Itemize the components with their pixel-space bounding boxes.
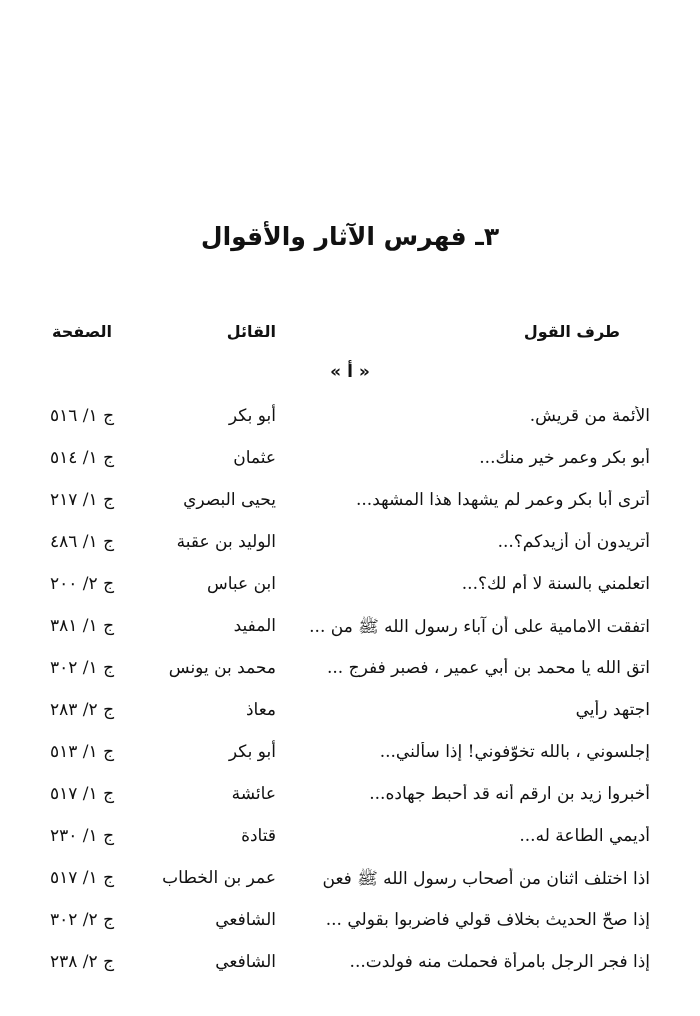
row-page-ref: ج ١/ ٤٨٦ (50, 532, 115, 552)
index-rows (0, 400, 700, 988)
row-page-ref: ج ١/ ٥١٤ (50, 448, 115, 468)
index-row (0, 568, 700, 610)
row-quote: إذا فجر الرجل بامرأة فحملت منه فولدت... (349, 952, 650, 972)
row-speaker: المفيد (233, 616, 276, 636)
row-quote: اتعلمني بالسنة لا أُم لك؟... (461, 574, 650, 594)
index-row (0, 862, 700, 904)
row-quote: أديمي الطاعة له... (519, 826, 650, 846)
row-speaker: عمر بن الخطاب (162, 868, 276, 888)
row-quote: إذا صحّ الحديث بخلاف قولي فاضربوا بقولي ... (325, 910, 650, 930)
row-page-ref: ج ١/ ٢١٧ (50, 490, 115, 510)
row-page-ref: ج ١/ ٥١٦ (50, 406, 115, 426)
row-speaker: عثمان (233, 448, 276, 468)
index-row (0, 526, 700, 568)
header-page: الصفحة (52, 322, 113, 341)
row-quote: اجتهد رأيي (575, 700, 650, 720)
page-title: ٣ـ فهرس الآثار والأقوال (200, 222, 500, 251)
row-page-ref: ج ٢/ ٢٣٨ (50, 952, 115, 972)
row-page-ref: ج ١/ ٣٨١ (50, 616, 115, 636)
row-speaker: أبو بكر (228, 406, 276, 426)
header-speaker: القائل (226, 322, 276, 341)
row-speaker: الوليد بن عقبة (176, 532, 276, 552)
index-row (0, 400, 700, 442)
row-quote: أبو بكر وعمر خير منك... (479, 448, 650, 468)
index-row (0, 736, 700, 778)
row-quote: أخبروا زيد بن ارقم أنه قد أحبط جهاده... (369, 784, 650, 804)
row-quote: اتق الله يا محمد بن أبي عمير ، فصبر ففرج ... (327, 658, 650, 678)
row-page-ref: ج ١/ ٥١٣ (50, 742, 115, 762)
row-speaker: الشافعي (215, 952, 276, 972)
row-quote: اتفقت الامامية على أن آباء رسول الله ﷺ من ... (309, 617, 650, 637)
column-headers (0, 318, 700, 348)
header-quote: طرف القول (523, 322, 620, 341)
row-speaker: عائشة (231, 784, 276, 804)
row-quote: الأئمة من قريش. (529, 406, 650, 426)
row-speaker: ابن عباس (206, 574, 276, 594)
index-row (0, 652, 700, 694)
row-page-ref: ج ١/ ٢٣٠ (50, 826, 115, 846)
row-speaker: معاذ (245, 700, 276, 720)
row-speaker: الشافعي (215, 910, 276, 930)
row-page-ref: ج ٢/ ٣٠٢ (50, 910, 115, 930)
section-letter: « أ » (330, 362, 370, 382)
index-row (0, 442, 700, 484)
row-speaker: أبو بكر (228, 742, 276, 762)
index-row (0, 610, 700, 652)
row-quote: إجلسوني ، بالله تخوّفوني! إذا سألني... (379, 742, 650, 762)
row-quote: اذا اختلف اثنان من أصحاب رسول الله ﷺ فعن (322, 869, 650, 889)
row-page-ref: ج ١/ ٥١٧ (50, 868, 115, 888)
index-row (0, 694, 700, 736)
row-speaker: يحيى البصري (183, 490, 276, 510)
row-speaker: محمد بن يونس (168, 658, 276, 678)
row-quote: أتريدون أن أزيدكم؟... (497, 532, 650, 552)
index-row (0, 904, 700, 946)
index-row (0, 484, 700, 526)
index-row (0, 946, 700, 988)
row-speaker: قتادة (241, 826, 276, 846)
row-page-ref: ج ٢/ ٢٠٠ (50, 574, 115, 594)
index-row (0, 820, 700, 862)
row-page-ref: ج ٢/ ٢٨٣ (50, 700, 115, 720)
row-page-ref: ج ١/ ٣٠٢ (50, 658, 115, 678)
index-row (0, 778, 700, 820)
row-page-ref: ج ١/ ٥١٧ (50, 784, 115, 804)
row-quote: أترى أبا بكر وعمر لم يشهدا هذا المشهد... (355, 490, 650, 510)
